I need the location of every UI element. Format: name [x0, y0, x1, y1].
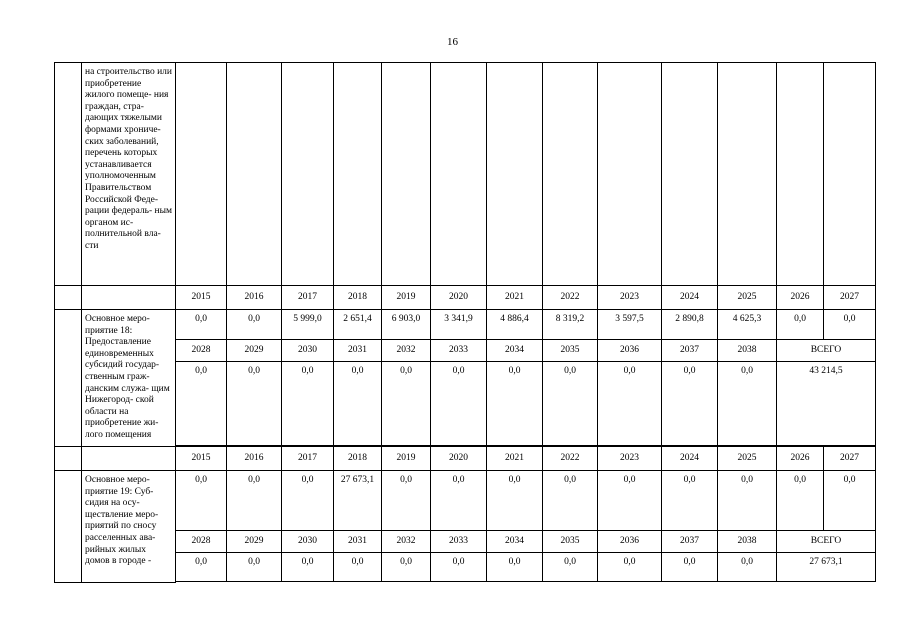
- year-header: 2037: [662, 531, 718, 553]
- year-header: 2020: [431, 447, 487, 471]
- value-cell: 0,0: [227, 471, 282, 531]
- value-cell: 0,0: [487, 553, 543, 582]
- year-header: 2024: [662, 447, 718, 471]
- value-cell: 0,0: [282, 471, 334, 531]
- empty-cell: [282, 582, 334, 583]
- value-cell: 0,0: [334, 362, 382, 446]
- value-cell: 5 999,0: [282, 310, 334, 340]
- value-cell: 0,0: [718, 362, 777, 446]
- value-cell: 0,0: [487, 471, 543, 531]
- value-cell: 0,0: [718, 471, 777, 531]
- year-header: 2017: [282, 286, 334, 310]
- year-header: 2024: [662, 286, 718, 310]
- year-header: 2036: [598, 531, 662, 553]
- year-header: 2032: [382, 531, 431, 553]
- total-value: 27 673,1: [777, 553, 876, 582]
- value-cell: 0,0: [662, 553, 718, 582]
- value-cell: 2 651,4: [334, 310, 382, 340]
- table-row: [55, 340, 876, 362]
- value-cell: 0,0: [718, 553, 777, 582]
- total-label: ВСЕГО: [777, 531, 876, 553]
- year-header: 2016: [227, 286, 282, 310]
- year-header: 2027: [824, 447, 876, 471]
- page-number: 16: [447, 36, 458, 48]
- table-row: [55, 63, 876, 286]
- year-header: 2031: [334, 340, 382, 362]
- year-header: 2036: [598, 340, 662, 362]
- value-cell: 0,0: [662, 362, 718, 446]
- value-cell: 0,0: [543, 471, 598, 531]
- value-cell: 0,0: [382, 362, 431, 446]
- value-cell: 0,0: [487, 362, 543, 446]
- value-cell: 8 319,2: [543, 310, 598, 340]
- empty-cell: [382, 582, 431, 583]
- empty-cell: [431, 582, 487, 583]
- value-cell: 0,0: [777, 310, 824, 340]
- table-row: [55, 553, 876, 582]
- empty-cell: [55, 447, 82, 471]
- year-header: 2021: [487, 286, 543, 310]
- value-cell: 4 886,4: [487, 310, 543, 340]
- value-cell: 27 673,1: [334, 471, 382, 531]
- value-cell: 0,0: [598, 553, 662, 582]
- empty-cell: [334, 582, 382, 583]
- empty-cell: [824, 63, 876, 286]
- value-cell: 0,0: [227, 553, 282, 582]
- table-row: [55, 310, 876, 340]
- year-header: 2021: [487, 447, 543, 471]
- empty-cell: [334, 63, 382, 286]
- total-label: ВСЕГО: [777, 340, 876, 362]
- empty-cell: [82, 286, 176, 310]
- value-cell: 0,0: [382, 553, 431, 582]
- table-row: [55, 471, 876, 531]
- empty-cell: [55, 63, 82, 286]
- measure-description: Основное меро- приятие 18: Предоставление единовременных субсидий государ- ственным граж- данским служа- щим Нижегород- ской области на приобретение жи- лого помещения: [82, 310, 176, 447]
- value-cell: 0,0: [334, 553, 382, 582]
- value-cell: 0,0: [282, 553, 334, 582]
- year-header: 2028: [176, 531, 227, 553]
- total-value: 43 214,5: [777, 362, 876, 446]
- value-cell: 0,0: [662, 471, 718, 531]
- empty-cell: [176, 63, 227, 286]
- empty-cell: [55, 471, 82, 583]
- empty-cell: [487, 582, 543, 583]
- empty-cell: [282, 63, 334, 286]
- year-header: 2019: [382, 447, 431, 471]
- value-cell: 4 625,3: [718, 310, 777, 340]
- year-header: 2038: [718, 531, 777, 553]
- empty-cell: [227, 582, 282, 583]
- year-header: 2015: [176, 286, 227, 310]
- table-row: [55, 447, 876, 471]
- empty-cell: [82, 447, 176, 471]
- year-header: 2030: [282, 531, 334, 553]
- year-header: 2034: [487, 340, 543, 362]
- empty-cell: [55, 286, 82, 310]
- year-header: 2018: [334, 286, 382, 310]
- empty-cell: [777, 582, 824, 583]
- year-header: 2031: [334, 531, 382, 553]
- value-cell: 0,0: [543, 362, 598, 446]
- year-header: 2033: [431, 531, 487, 553]
- empty-cell: [431, 63, 487, 286]
- year-header: 2022: [543, 286, 598, 310]
- empty-cell: [487, 63, 543, 286]
- empty-cell: [227, 63, 282, 286]
- empty-cell: [777, 63, 824, 286]
- empty-cell: [176, 582, 227, 583]
- year-header: 2018: [334, 447, 382, 471]
- year-header: 2030: [282, 340, 334, 362]
- year-header: 2016: [227, 447, 282, 471]
- year-header: 2023: [598, 447, 662, 471]
- empty-cell: [718, 582, 777, 583]
- year-header: 2025: [718, 447, 777, 471]
- value-cell: 3 597,5: [598, 310, 662, 340]
- value-cell: 0,0: [824, 310, 876, 340]
- value-cell: 0,0: [431, 553, 487, 582]
- value-cell: 2 890,8: [662, 310, 718, 340]
- year-header: 2032: [382, 340, 431, 362]
- empty-cell: [662, 582, 718, 583]
- year-header: 2028: [176, 340, 227, 362]
- year-header: 2035: [543, 340, 598, 362]
- year-header: 2035: [543, 531, 598, 553]
- value-cell: 0,0: [598, 362, 662, 446]
- value-cell: 0,0: [431, 362, 487, 446]
- year-header: 2037: [662, 340, 718, 362]
- year-header: 2034: [487, 531, 543, 553]
- table-row: [55, 286, 876, 310]
- year-header: 2038: [718, 340, 777, 362]
- value-cell: 0,0: [431, 471, 487, 531]
- year-header: 2026: [777, 286, 824, 310]
- year-header: 2027: [824, 286, 876, 310]
- table-row: [55, 531, 876, 553]
- year-header: 2015: [176, 447, 227, 471]
- empty-cell: [718, 63, 777, 286]
- table-row: [55, 362, 876, 446]
- year-header: 2025: [718, 286, 777, 310]
- value-cell: 0,0: [227, 310, 282, 340]
- empty-cell: [55, 310, 82, 447]
- year-header: 2033: [431, 340, 487, 362]
- year-header: 2029: [227, 340, 282, 362]
- year-header: 2029: [227, 531, 282, 553]
- value-cell: 3 341,9: [431, 310, 487, 340]
- value-cell: 6 903,0: [382, 310, 431, 340]
- year-header: 2023: [598, 286, 662, 310]
- year-header: 2017: [282, 447, 334, 471]
- value-cell: 0,0: [824, 471, 876, 531]
- year-header: 2026: [777, 447, 824, 471]
- value-cell: 0,0: [382, 471, 431, 531]
- year-header: 2019: [382, 286, 431, 310]
- value-cell: 0,0: [176, 310, 227, 340]
- year-header: 2022: [543, 447, 598, 471]
- empty-cell: [382, 63, 431, 286]
- value-cell: 0,0: [176, 362, 227, 446]
- value-cell: 0,0: [227, 362, 282, 446]
- value-cell: 0,0: [176, 553, 227, 582]
- value-cell: 0,0: [176, 471, 227, 531]
- empty-cell: [662, 63, 718, 286]
- value-cell: 0,0: [282, 362, 334, 446]
- empty-cell: [824, 582, 876, 583]
- value-cell: 0,0: [543, 553, 598, 582]
- table-row: [55, 582, 876, 583]
- budget-table: [54, 62, 876, 583]
- value-cell: 0,0: [598, 471, 662, 531]
- empty-cell: [543, 63, 598, 286]
- measure-description: Основное меро- приятие 19: Суб- сидия на осу- ществление меро- приятий по сносу расселенных ава- рийных жилых домов в городе -: [82, 471, 176, 583]
- measure-description: на строительство или приобретение жилого помеще- ния граждан, стра- дающих тяжелыми формами хрониче- ских заболеваний, перечень которых устанавливается уполномоченным Правительством Российской Феде- рации федераль- ным органом ис- полнительной вла- сти: [82, 63, 176, 286]
- empty-cell: [543, 582, 598, 583]
- year-header: 2020: [431, 286, 487, 310]
- value-cell: 0,0: [777, 471, 824, 531]
- empty-cell: [598, 582, 662, 583]
- empty-cell: [598, 63, 662, 286]
